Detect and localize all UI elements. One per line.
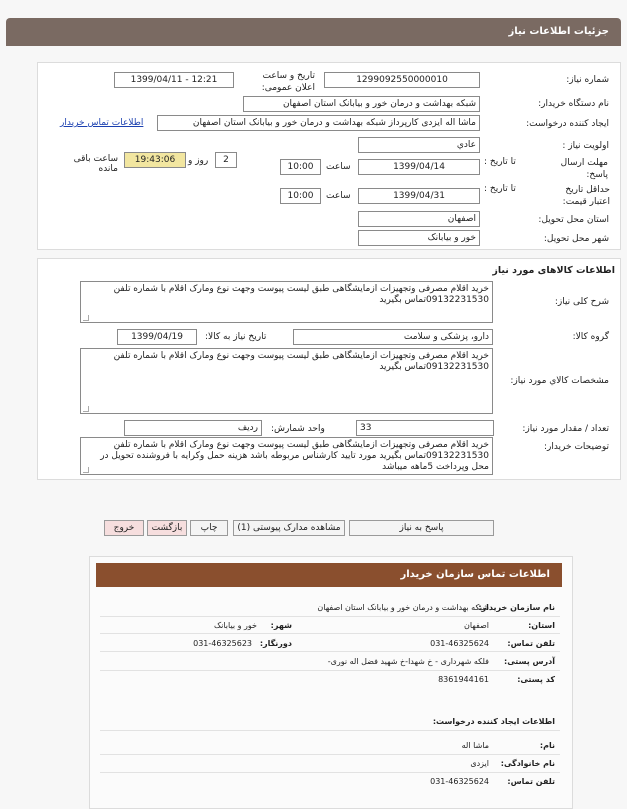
buyer-org-label: نام سازمان خریدار:	[478, 603, 555, 612]
buyer-org-field: شبکه بهداشت و درمان خور و بیابانک استان اصفهان	[243, 96, 480, 112]
group-field: دارو، پزشکی و سلامت	[293, 329, 493, 345]
spec-field: خرید اقلام مصرفی وتجهیزات ازمایشگاهی طبق لیست پیوست وجهت نوع ومارک اقلام با شماره تلفن 09132231530تماس بگیرید	[80, 348, 493, 414]
city-label: شهر محل تحویل:	[543, 234, 609, 244]
back-button[interactable]: بازگشت	[147, 520, 187, 536]
divider	[100, 616, 560, 617]
province-label: استان محل تحویل:	[538, 215, 609, 225]
spec-label: مشخصات کالاي مورد نیاز:	[510, 376, 609, 386]
send-deadline-label: مهلت ارسال پاسخ:	[560, 158, 608, 180]
days-label: روز و	[188, 156, 209, 166]
province-field: اصفهان	[358, 211, 480, 227]
creator-name-label: نام:	[539, 741, 555, 750]
resize-grip[interactable]	[83, 315, 89, 321]
creator-field: ماشا اله ایزدی کارپرداز شبکه بهداشت و درمان خور و بیابانک استان اصفهان	[157, 115, 480, 131]
buyer-contact-title: اطلاعات تماس سازمان خریدار	[96, 563, 562, 587]
validity-to-date-label: تا تاریخ :	[484, 184, 516, 194]
group-label: گروه کالا:	[572, 332, 609, 342]
buyer-org-label: نام دستگاه خریدار:	[538, 99, 609, 109]
need-date-label: تاریخ نیاز به کالا:	[205, 332, 267, 342]
unit-label: واحد شمارش:	[271, 424, 325, 434]
buyer-fax-value: 031-46325623	[193, 639, 252, 648]
priority-label: اولویت نیاز :	[562, 141, 609, 151]
send-time-label: ساعت	[326, 162, 351, 172]
buyer-notes-field: خرید اقلام مصرفی وتجهیزات ازمایشگاهی طبق لیست پیوست وجهت نوع ومارک اقلام با شماره تلفن 09132231530تماس بگیرید مورد تایید کارشناس مربوطه باشد هزینه حمل وکرایه با فروشنده تحویل در محل وپرداخت 5ماهه میباشد	[80, 437, 493, 475]
page-title: جزئیات اطلاعات نیاز	[6, 18, 621, 46]
buyer-address-label: آدرس پستی:	[504, 657, 555, 666]
creator-name-value: ماشا اله	[461, 741, 489, 750]
divider	[100, 772, 560, 773]
validity-date-field: 1399/04/31	[358, 188, 480, 204]
need-date-field: 1399/04/19	[117, 329, 197, 345]
send-date-field: 1399/04/14	[358, 159, 480, 175]
respond-button[interactable]: پاسخ به نیاز	[349, 520, 494, 536]
buyer-address-value: فلکه شهرداری - خ شهدا-خ شهید فضل اله نوری-	[327, 657, 489, 666]
days-remaining-field: 2	[215, 152, 237, 168]
buyer-phone-label: تلفن تماس:	[507, 639, 555, 648]
creator-family-value: ایزدی	[470, 759, 489, 768]
remaining-time-label	[68, 154, 118, 174]
qty-label: تعداد / مقدار مورد نیاز:	[522, 424, 609, 434]
buyer-province-value: اصفهان	[463, 621, 489, 630]
divider	[100, 633, 560, 634]
validity-time-field: 10:00	[280, 188, 321, 204]
creator-phone-value: 031-46325624	[430, 777, 489, 786]
buyer-postal-label: کد پستی:	[517, 675, 555, 684]
creator-family-label: نام خانوادگی:	[500, 759, 555, 768]
divider	[100, 730, 560, 731]
announce-label: تاریخ و ساعت اعلان عمومی:	[261, 71, 315, 93]
buyer-notes-label: توضیحات خریدار:	[543, 442, 609, 452]
general-desc-field: خرید اقلام مصرفی وتجهیزات ازمایشگاهی طبق لیست پیوست وجهت نوع ومارک اقلام با شماره تلفن 09132231530تماس بگیرید	[80, 281, 493, 323]
divider	[100, 754, 560, 755]
need-number-label: شماره نیاز:	[566, 75, 609, 85]
buyer-fax-label: دورنگار:	[259, 639, 292, 648]
resize-grip[interactable]	[83, 467, 89, 473]
city-field: خور و بیابانک	[358, 230, 480, 246]
buyer-city-value: خور و بیابانک	[213, 621, 257, 630]
buyer-postal-value: 8361944161	[438, 675, 489, 684]
attachments-button[interactable]: مشاهده مدارک پیوستی (1)	[233, 520, 345, 536]
divider	[100, 651, 560, 652]
resize-grip[interactable]	[83, 406, 89, 412]
need-number-field: 1299092550000010	[324, 72, 480, 88]
send-time-field: 10:00	[280, 159, 321, 175]
validity-time-label: ساعت	[326, 191, 351, 201]
creator-phone-label: تلفن تماس:	[507, 777, 555, 786]
goods-section-title: اطلاعات کالاهای مورد نیاز	[492, 265, 615, 276]
general-desc-label: شرح کلی نیاز:	[554, 297, 609, 307]
remaining-time-field: 19:43:06	[124, 152, 186, 168]
buyer-org-value: شبکه بهداشت و درمان خور و بیابانک استان اصفهان	[317, 603, 489, 612]
send-to-date-label: تا تاریخ :	[484, 157, 516, 167]
creator-label: ایجاد کننده درخواست:	[526, 119, 609, 129]
buyer-phone-value: 031-46325624	[430, 639, 489, 648]
divider	[100, 670, 560, 671]
remaining-time-text: ساعت باقی مانده	[73, 154, 118, 174]
buyer-contact-link[interactable]: اطلاعات تماس خریدار	[60, 118, 144, 128]
exit-button[interactable]: خروج	[104, 520, 144, 536]
announce-field: 1399/04/11 - 12:21	[114, 72, 234, 88]
buyer-city-label: شهر:	[270, 621, 292, 630]
buyer-province-label: استان:	[528, 621, 555, 630]
min-validity-label: حداقل تاریخ اعتبار قیمت:	[562, 185, 610, 207]
qty-field: 33	[356, 420, 494, 436]
creator-contact-title: اطلاعات ایجاد کننده درخواست:	[432, 717, 555, 726]
print-button[interactable]: چاپ	[190, 520, 228, 536]
priority-field: عادي	[358, 137, 480, 153]
unit-field: ردیف	[124, 420, 262, 436]
